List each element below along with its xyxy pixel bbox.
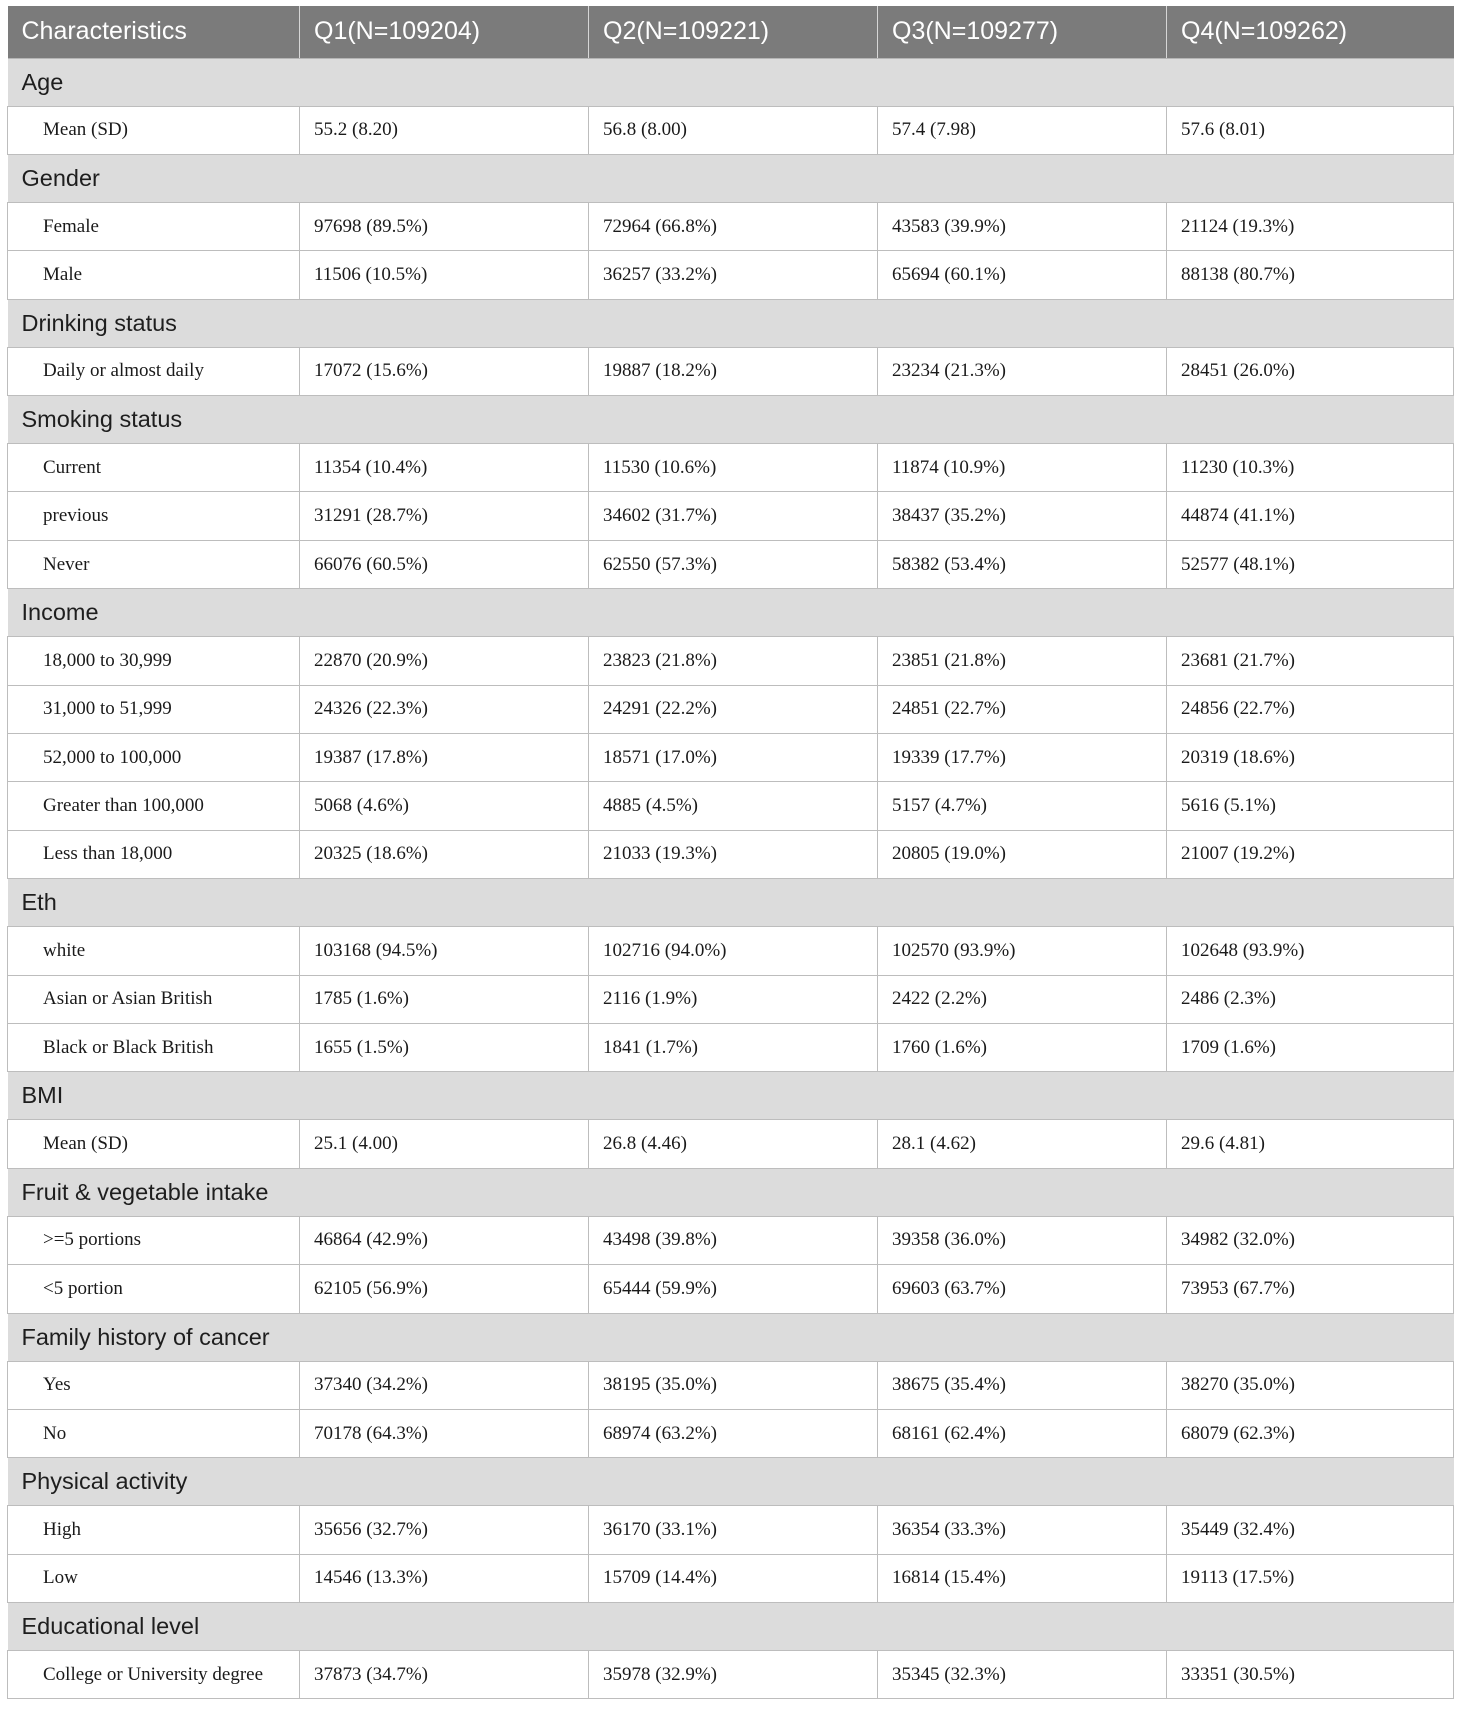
row-label: Female — [8, 202, 300, 250]
row-label: Mean (SD) — [8, 1120, 300, 1168]
table-row — [8, 202, 1454, 250]
group-label: Income — [8, 589, 1454, 637]
cell-q3: 38675 (35.4%) — [878, 1361, 1167, 1409]
cell-q3: 5157 (4.7%) — [878, 782, 1167, 830]
header-q2: Q2(N=109221) — [589, 6, 878, 58]
cell-q4: 21007 (19.2%) — [1167, 830, 1454, 878]
group-label: Age — [8, 58, 1454, 106]
group-label: Educational level — [8, 1603, 1454, 1651]
group-row — [8, 154, 1454, 202]
table-row — [8, 927, 1454, 975]
row-label: Mean (SD) — [8, 106, 300, 154]
row-label: Never — [8, 540, 300, 588]
cell-q4: 2486 (2.3%) — [1167, 975, 1454, 1023]
table-row — [8, 251, 1454, 299]
cell-q2: 36170 (33.1%) — [589, 1506, 878, 1554]
cell-q2: 18571 (17.0%) — [589, 734, 878, 782]
group-row — [8, 1072, 1454, 1120]
table-row — [8, 975, 1454, 1023]
cell-q4: 33351 (30.5%) — [1167, 1651, 1454, 1699]
cell-q4: 29.6 (4.81) — [1167, 1120, 1454, 1168]
cell-q2: 68974 (63.2%) — [589, 1409, 878, 1457]
cell-q1: 1655 (1.5%) — [300, 1023, 589, 1071]
cell-q1: 5068 (4.6%) — [300, 782, 589, 830]
row-label: >=5 portions — [8, 1216, 300, 1264]
header-row — [8, 6, 1454, 58]
cell-q3: 43583 (39.9%) — [878, 202, 1167, 250]
group-row — [8, 1313, 1454, 1361]
cell-q1: 55.2 (8.20) — [300, 106, 589, 154]
cell-q2: 15709 (14.4%) — [589, 1554, 878, 1602]
row-label: previous — [8, 492, 300, 540]
cell-q1: 70178 (64.3%) — [300, 1409, 589, 1457]
cell-q1: 17072 (15.6%) — [300, 347, 589, 395]
group-label: Fruit & vegetable intake — [8, 1168, 1454, 1216]
cell-q3: 20805 (19.0%) — [878, 830, 1167, 878]
table-row — [8, 1651, 1454, 1699]
cell-q1: 1785 (1.6%) — [300, 975, 589, 1023]
table-row — [8, 106, 1454, 154]
group-label: Family history of cancer — [8, 1313, 1454, 1361]
cell-q2: 62550 (57.3%) — [589, 540, 878, 588]
cell-q1: 31291 (28.7%) — [300, 492, 589, 540]
cell-q4: 34982 (32.0%) — [1167, 1216, 1454, 1264]
row-label: Daily or almost daily — [8, 347, 300, 395]
cell-q4: 23681 (21.7%) — [1167, 637, 1454, 685]
row-label: Current — [8, 444, 300, 492]
cell-q3: 39358 (36.0%) — [878, 1216, 1167, 1264]
cell-q1: 66076 (60.5%) — [300, 540, 589, 588]
cell-q2: 23823 (21.8%) — [589, 637, 878, 685]
group-label: Eth — [8, 879, 1454, 927]
cell-q2: 34602 (31.7%) — [589, 492, 878, 540]
cell-q2: 38195 (35.0%) — [589, 1361, 878, 1409]
cell-q1: 14546 (13.3%) — [300, 1554, 589, 1602]
cell-q3: 69603 (63.7%) — [878, 1265, 1167, 1313]
cell-q3: 65694 (60.1%) — [878, 251, 1167, 299]
row-label: 31,000 to 51,999 — [8, 685, 300, 733]
group-row — [8, 396, 1454, 444]
row-label: Asian or Asian British — [8, 975, 300, 1023]
table-row — [8, 734, 1454, 782]
row-label: <5 portion — [8, 1265, 300, 1313]
group-label: Drinking status — [8, 299, 1454, 347]
table-row — [8, 1023, 1454, 1071]
table-row — [8, 1409, 1454, 1457]
cell-q2: 21033 (19.3%) — [589, 830, 878, 878]
cell-q4: 68079 (62.3%) — [1167, 1409, 1454, 1457]
cell-q1: 25.1 (4.00) — [300, 1120, 589, 1168]
row-label: white — [8, 927, 300, 975]
cell-q3: 38437 (35.2%) — [878, 492, 1167, 540]
group-label: BMI — [8, 1072, 1454, 1120]
characteristics-table — [7, 6, 1454, 1699]
cell-q1: 35656 (32.7%) — [300, 1506, 589, 1554]
cell-q1: 46864 (42.9%) — [300, 1216, 589, 1264]
table-row — [8, 347, 1454, 395]
table-row — [8, 492, 1454, 540]
table-row — [8, 1506, 1454, 1554]
cell-q1: 19387 (17.8%) — [300, 734, 589, 782]
table-row — [8, 830, 1454, 878]
cell-q1: 97698 (89.5%) — [300, 202, 589, 250]
cell-q2: 2116 (1.9%) — [589, 975, 878, 1023]
table-row — [8, 1361, 1454, 1409]
cell-q2: 24291 (22.2%) — [589, 685, 878, 733]
cell-q3: 11874 (10.9%) — [878, 444, 1167, 492]
table-row — [8, 1216, 1454, 1264]
cell-q3: 57.4 (7.98) — [878, 106, 1167, 154]
row-label: 52,000 to 100,000 — [8, 734, 300, 782]
cell-q4: 1709 (1.6%) — [1167, 1023, 1454, 1071]
group-label: Smoking status — [8, 396, 1454, 444]
cell-q3: 19339 (17.7%) — [878, 734, 1167, 782]
cell-q3: 23234 (21.3%) — [878, 347, 1167, 395]
cell-q4: 5616 (5.1%) — [1167, 782, 1454, 830]
header-q3: Q3(N=109277) — [878, 6, 1167, 58]
cell-q3: 102570 (93.9%) — [878, 927, 1167, 975]
cell-q4: 24856 (22.7%) — [1167, 685, 1454, 733]
cell-q2: 36257 (33.2%) — [589, 251, 878, 299]
row-label: Less than 18,000 — [8, 830, 300, 878]
row-label: Male — [8, 251, 300, 299]
row-label: Yes — [8, 1361, 300, 1409]
row-label: College or University degree — [8, 1651, 300, 1699]
row-label: High — [8, 1506, 300, 1554]
header-q1: Q1(N=109204) — [300, 6, 589, 58]
group-label: Gender — [8, 154, 1454, 202]
cell-q3: 28.1 (4.62) — [878, 1120, 1167, 1168]
cell-q2: 1841 (1.7%) — [589, 1023, 878, 1071]
cell-q4: 20319 (18.6%) — [1167, 734, 1454, 782]
cell-q3: 2422 (2.2%) — [878, 975, 1167, 1023]
cell-q3: 16814 (15.4%) — [878, 1554, 1167, 1602]
cell-q4: 28451 (26.0%) — [1167, 347, 1454, 395]
cell-q4: 38270 (35.0%) — [1167, 1361, 1454, 1409]
cell-q3: 36354 (33.3%) — [878, 1506, 1167, 1554]
group-label: Physical activity — [8, 1458, 1454, 1506]
table-row — [8, 685, 1454, 733]
cell-q4: 19113 (17.5%) — [1167, 1554, 1454, 1602]
cell-q1: 24326 (22.3%) — [300, 685, 589, 733]
cell-q4: 52577 (48.1%) — [1167, 540, 1454, 588]
row-label: Low — [8, 1554, 300, 1602]
cell-q2: 102716 (94.0%) — [589, 927, 878, 975]
table-row — [8, 540, 1454, 588]
cell-q2: 43498 (39.8%) — [589, 1216, 878, 1264]
header-characteristics: Characteristics — [8, 6, 300, 58]
cell-q4: 73953 (67.7%) — [1167, 1265, 1454, 1313]
cell-q2: 72964 (66.8%) — [589, 202, 878, 250]
cell-q3: 24851 (22.7%) — [878, 685, 1167, 733]
cell-q1: 22870 (20.9%) — [300, 637, 589, 685]
header-q4: Q4(N=109262) — [1167, 6, 1454, 58]
group-row — [8, 1458, 1454, 1506]
cell-q1: 37340 (34.2%) — [300, 1361, 589, 1409]
table-row — [8, 444, 1454, 492]
table-header — [8, 6, 1454, 58]
cell-q4: 88138 (80.7%) — [1167, 251, 1454, 299]
cell-q3: 68161 (62.4%) — [878, 1409, 1167, 1457]
group-row — [8, 1603, 1454, 1651]
cell-q1: 11354 (10.4%) — [300, 444, 589, 492]
cell-q2: 26.8 (4.46) — [589, 1120, 878, 1168]
cell-q3: 1760 (1.6%) — [878, 1023, 1167, 1071]
cell-q2: 35978 (32.9%) — [589, 1651, 878, 1699]
row-label: 18,000 to 30,999 — [8, 637, 300, 685]
cell-q2: 4885 (4.5%) — [589, 782, 878, 830]
row-label: Greater than 100,000 — [8, 782, 300, 830]
cell-q4: 11230 (10.3%) — [1167, 444, 1454, 492]
group-row — [8, 58, 1454, 106]
group-row — [8, 299, 1454, 347]
cell-q3: 58382 (53.4%) — [878, 540, 1167, 588]
cell-q4: 44874 (41.1%) — [1167, 492, 1454, 540]
cell-q1: 103168 (94.5%) — [300, 927, 589, 975]
cell-q1: 37873 (34.7%) — [300, 1651, 589, 1699]
cell-q4: 35449 (32.4%) — [1167, 1506, 1454, 1554]
cell-q2: 56.8 (8.00) — [589, 106, 878, 154]
cell-q4: 57.6 (8.01) — [1167, 106, 1454, 154]
group-row — [8, 879, 1454, 927]
table-row — [8, 1554, 1454, 1602]
cell-q4: 21124 (19.3%) — [1167, 202, 1454, 250]
cell-q4: 102648 (93.9%) — [1167, 927, 1454, 975]
cell-q3: 35345 (32.3%) — [878, 1651, 1167, 1699]
cell-q3: 23851 (21.8%) — [878, 637, 1167, 685]
cell-q2: 11530 (10.6%) — [589, 444, 878, 492]
table-row — [8, 782, 1454, 830]
cell-q1: 11506 (10.5%) — [300, 251, 589, 299]
row-label: Black or Black British — [8, 1023, 300, 1071]
cell-q2: 65444 (59.9%) — [589, 1265, 878, 1313]
cell-q1: 20325 (18.6%) — [300, 830, 589, 878]
table-row — [8, 637, 1454, 685]
table-row — [8, 1265, 1454, 1313]
row-label: No — [8, 1409, 300, 1457]
table-body — [8, 58, 1454, 1699]
cell-q2: 19887 (18.2%) — [589, 347, 878, 395]
group-row — [8, 589, 1454, 637]
cell-q1: 62105 (56.9%) — [300, 1265, 589, 1313]
table-row — [8, 1120, 1454, 1168]
group-row — [8, 1168, 1454, 1216]
